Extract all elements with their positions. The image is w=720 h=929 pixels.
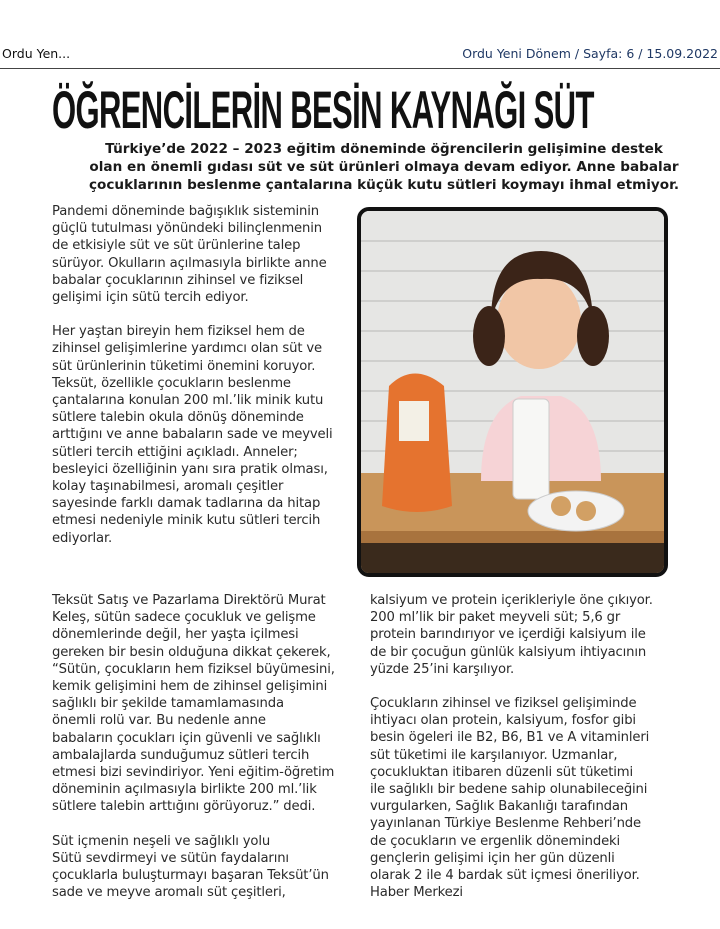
subheadline-line: olan en önemli gıdası süt ve süt ürünleri olmaya devam ediyor. Anne babalar: [89, 159, 679, 175]
text-line: sürüyor. Okulların açılmasıyla birlikte anne: [52, 255, 327, 271]
text-line: arttığını ve anne babaların sade ve meyveli: [52, 427, 333, 443]
text-line: Haber Merkezi: [370, 885, 463, 901]
header-divider: [0, 68, 720, 69]
text-line: Çocukların zihinsel ve fiziksel gelişiminde: [370, 696, 637, 712]
text-line: dönemlerinde değil, her yaşta içilmesi: [52, 627, 299, 643]
text-line: zihinsel gelişimlerine yardımcı olan süt ve: [52, 341, 323, 357]
text-line: sütlere talebin okula dönüş döneminde: [52, 410, 304, 426]
paragraph-gap: [370, 678, 653, 695]
text-line: Keleş, sütün sadece çocukluk ve gelişme: [52, 610, 316, 626]
text-line: 200 ml’lik bir paket meyveli süt; 5,6 gr: [370, 610, 621, 626]
text-line: önemli rolü var. Bu nedenle anne: [52, 713, 266, 729]
text-line: etmesi bizi sevindiriyor. Yeni eğitim-öğretim: [52, 765, 335, 781]
text-line: protein barındırıyor ve içerdiği kalsiyum ile: [370, 627, 646, 643]
text-line: “Sütün, çocukların hem fiziksel büyümesini,: [52, 661, 335, 677]
paragraph: [52, 833, 335, 902]
text-line: etmesi nedeniyle minik kutu sütleri tercih: [52, 513, 321, 529]
text-line: de çocukların ve ergenlik dönemindeki: [370, 833, 621, 849]
text-line: Teksüt Satış ve Pazarlama Direktörü Murat: [52, 593, 326, 608]
text-line: Teksüt, özellikle çocukların beslenme: [52, 375, 291, 391]
text-line: süt tüketimi ile karşılanıyor. Uzmanlar,: [370, 747, 618, 763]
subheadline: [0, 140, 720, 194]
column-bottom-left: [52, 592, 335, 901]
text-line: yüzde 25’ini karşılıyor.: [370, 661, 515, 677]
article-photo: [357, 207, 668, 577]
headline-wrap: [52, 80, 720, 140]
paragraph: [52, 592, 335, 816]
paragraph-gap: [52, 306, 333, 323]
text-line: sütlere talebin arttığını görüyoruz.” dedi.: [52, 799, 316, 815]
subheadline-line: çocuklarının beslenme çantalarına küçük kutu sütleri koymayı ihmal etmiyor.: [88, 177, 680, 193]
text-line: olarak 2 ile 4 bardak süt içmesi öneriliyor.: [370, 868, 640, 884]
text-line: süt ürünlerinin tüketimi önemini koruyor.: [52, 358, 316, 374]
text-line: döneminin açılmasıyla birlikte 200 ml.’lik: [52, 782, 317, 798]
text-line: babalar çocuklarının zihinsel ve fiziksel: [52, 272, 304, 288]
text-line: ile sağlıklı bir bedene sahip olunabileceğini: [370, 782, 648, 798]
text-line: besleyici özelliğinin yanı sıra pratik olması,: [52, 461, 328, 477]
paragraph-gap: [52, 816, 335, 833]
text-line: gençlerin gelişimi için her gün düzenli: [370, 850, 615, 866]
paragraph: [370, 695, 653, 901]
text-line: de etkisiyle süt ve süt ürünlerine talep: [52, 238, 301, 254]
text-line: güçlü tutulması yönündeki bilinçlenmenin: [52, 221, 322, 237]
column-bottom-right: [370, 592, 653, 901]
paragraph: [52, 203, 333, 306]
text-line: Sütü sevdirmeyi ve sütün faydalarını: [52, 850, 289, 866]
text-line: çocukluktan itibaren düzenli süt tüketimi: [370, 764, 634, 780]
text-line: çantalarına konulan 200 ml.’lik minik kutu: [52, 393, 324, 409]
text-line: vurgularken, Sağlık Bakanlığı tarafından: [370, 799, 629, 815]
text-line: Her yaştan bireyin hem fiziksel hem de: [52, 324, 305, 340]
text-line: sade ve meyve aromalı süt çeşitleri,: [52, 885, 286, 901]
text-line: Süt içmenin neşeli ve sağlıklı yolu: [52, 833, 271, 849]
text-line: kolay taşınabilmesi, aromalı çeşitler: [52, 479, 284, 495]
text-line: ambalajlarda sunduğumuz sütleri tercih: [52, 747, 310, 763]
paragraph: [52, 323, 333, 547]
text-line: besin ögeleri ile B2, B6, B1 ve A vitaminleri: [370, 730, 650, 746]
text-line: babaların çocukları için güvenli ve sağlıklı: [52, 730, 321, 746]
text-line: yayınlanan Türkiye Beslenme Rehberi’nde: [370, 816, 641, 832]
text-line: çocuklarla buluşturmayı başaran Teksüt’ün: [52, 868, 329, 884]
text-line: kalsiyum ve protein içerikleriyle öne çıkıyor.: [370, 593, 653, 608]
headline: ÖĞRENCİLERİN BESİN KAYNAĞI SÜT: [52, 80, 594, 140]
column-top-left: [52, 203, 333, 547]
source-info: Ordu Yeni Dönem / Sayfa: 6 / 15.09.2022: [462, 46, 718, 61]
subheadline-line: Türkiye’de 2022 – 2023 eğitim döneminde öğrencilerin gelişimine destek: [105, 141, 663, 157]
text-line: ediyorlar.: [52, 530, 113, 546]
text-line: gereken bir besin olduğuna dikkat çekerek,: [52, 644, 331, 660]
source-short: Ordu Yen...: [2, 46, 71, 61]
text-line: kemik gelişimini hem de zihinsel gelişimini: [52, 679, 328, 695]
text-line: sütleri tercih ettiğini açıkladı. Anneler;: [52, 444, 298, 460]
text-line: Pandemi döneminde bağışıklık sisteminin: [52, 204, 319, 219]
text-line: ihtiyacı olan protein, kalsiyum, fosfor gibi: [370, 713, 636, 729]
text-line: sayesinde farklı damak tadlarına da hitap: [52, 496, 321, 512]
girl-with-milk-illustration: [361, 211, 664, 573]
text-line: gelişimi için sütü tercih ediyor.: [52, 290, 249, 306]
text-line: de bir çocuğun günlük kalsiyum ihtiyacının: [370, 644, 647, 660]
text-line: sağlıklı bir şekilde tamamlamasında: [52, 696, 284, 712]
paragraph: [370, 592, 653, 678]
